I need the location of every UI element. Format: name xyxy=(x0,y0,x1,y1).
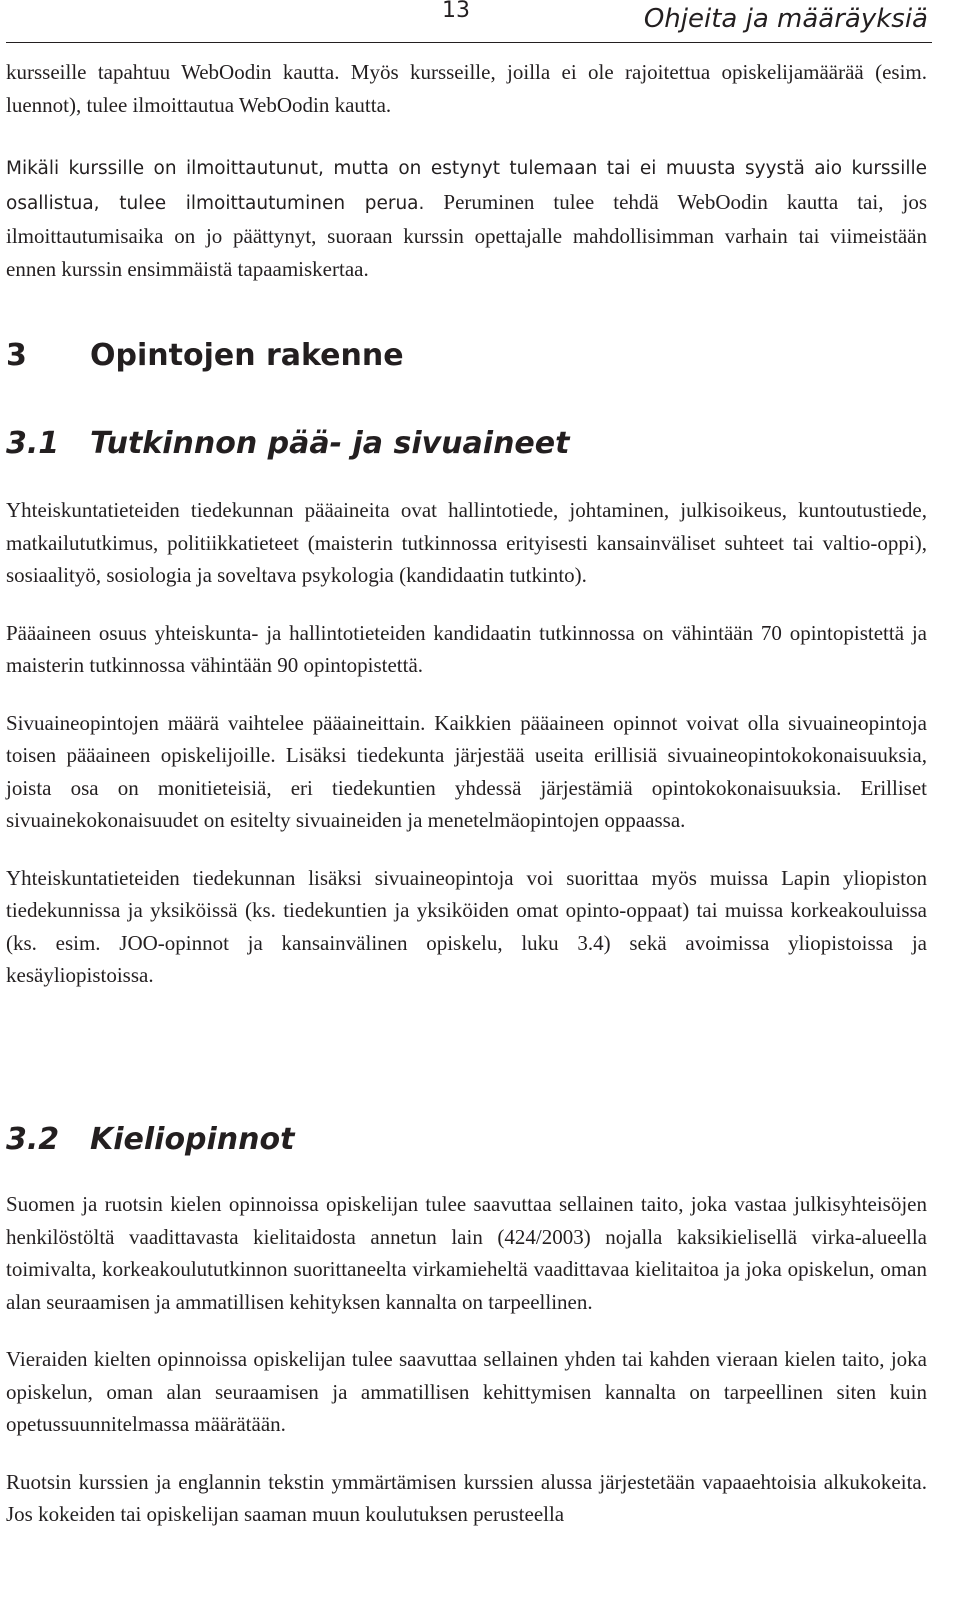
chapter-title: Opintojen rakenne xyxy=(90,338,404,373)
section-3-2-paragraph: Suomen ja ruotsin kielen opinnoissa opiskelijan tulee saavuttaa sellainen taito, joka vastaa julkisyhteisöjen henkilöstöltä vaadittavasta kielitaidosta annetun lain (424/2003) nojalla kaksikielisellä virka-alueella toimivalta, korkeakoulututkinnon suorittaneelta virkamieheltä vaadittavaa kielitaitoa ja joka opiskelun, oman alan seuraamisen ja ammatillisen kehityksen kannalta on tarpeellinen. xyxy=(6,1192,927,1314)
section-3-1-number: 3.1 xyxy=(6,426,60,461)
intro-paragraph-1: kursseille tapahtuu WebOodin kautta. Myös kursseille, joilla ei ole rajoitettua opiskelijamäärää (esim. luennot), tulee ilmoittautua WebOodin kautta. xyxy=(6,60,927,117)
section-3-1-paragraph: Sivuaineopintojen määrä vaihtelee pääaineittain. Kaikkien pääaineen opinnot voivat olla sivuaineopintoja toisen pääaineen opiskelijoille. Lisäksi tiedekunta järjestää useita erillisiä sivuaineopintokokonaisuuksia, joista osa on monitieteisiä, eri tiedekuntien yhdessä järjestämiä opintokokonaisuuksia. Erilliset sivuainekokonaisuudet on esitelty sivuaineiden ja menetelmäopintojen oppaassa. xyxy=(6,710,927,832)
section-3-2-body xyxy=(6,1188,927,1531)
section-3-2-paragraph: Ruotsin kurssien ja englannin tekstin ymmärtämisen kurssien alussa järjestetään vapaaehtoisia alkukokeita. Jos kokeiden tai opiskelijan saaman muun koulutuksen perusteella xyxy=(6,1469,927,1526)
intro-paragraph-2 xyxy=(6,151,927,285)
section-3-1-paragraph: Pääaineen osuus yhteiskunta- ja hallintotieteiden kandidaatin tutkinnossa on vähintään 70 opintopistettä ja maisterin tutkinnossa vähintään 90 opintopistettä. xyxy=(6,620,927,677)
section-3-1-paragraph: Yhteiskuntatieteiden tiedekunnan pääaineita ovat hallintotiede, johtaminen, julkisoikeus, kuntoutustiede, matkailututkimus, politiikkatieteet (maisterin tutkinnossa erityisesti kansainväliset suhteet tai valtio-oppi), sosiaalityö, sosiologia ja soveltava psykologia (kandidaatin tutkinto). xyxy=(6,498,927,587)
chapter-number: 3 xyxy=(6,338,27,373)
intro-paragraph-2-serif: Peruminen tulee tehdä WebOodin kautta tai, jos ilmoittautumisaika on jo päättynyt, suoraan kurssin opettajalle mahdollisimman varhain tai viimeistään ennen kurssin ensimmäistä tapaamiskertaa. xyxy=(6,189,927,281)
section-3-2-number: 3.2 xyxy=(6,1122,60,1157)
running-title: Ohjeita ja määräyksiä xyxy=(643,4,928,34)
section-3-2-paragraph: Vieraiden kielten opinnoissa opiskelijan tulee saavuttaa sellainen yhden tai kahden vieraan kielen taito, joka opiskelun, oman alan seuraamisen ja ammatillisen kehittymisen kannalta on tarpeellinen siten kuin opetussuunnitelmassa määrätään. xyxy=(6,1347,927,1436)
section-3-1-body xyxy=(6,494,927,992)
section-3-2-title: Kieliopinnot xyxy=(90,1122,295,1157)
page-number: 13 xyxy=(442,0,470,23)
chapter-heading xyxy=(6,338,404,373)
intro-text xyxy=(6,56,927,285)
section-3-1-paragraph: Yhteiskuntatieteiden tiedekunnan lisäksi sivuaineopintoja voi suorittaa myös muissa Lapin yliopiston tiedekunnissa ja yksiköissä (ks. tiedekuntien ja yksiköiden omat opinto-oppaat) tai muissa korkeakouluissa (ks. esim. JOO-opinnot ja kansainvälinen opiskelu, luku 3.4) sekä avoimissa yliopistoissa ja kesäyliopistoissa. xyxy=(6,865,927,987)
section-3-1-heading xyxy=(6,426,569,461)
section-3-1-title: Tutkinnon pää- ja sivuaineet xyxy=(90,426,570,461)
intro-paragraph-2-sans: Mikäli kurssille on ilmoittautunut, mutta on estynyt tulemaan tai ei muusta syystä aio kurssille osallistua, tulee ilmoittautuminen perua. xyxy=(6,158,927,214)
section-3-2-heading xyxy=(6,1122,294,1157)
header-rule xyxy=(6,42,932,43)
